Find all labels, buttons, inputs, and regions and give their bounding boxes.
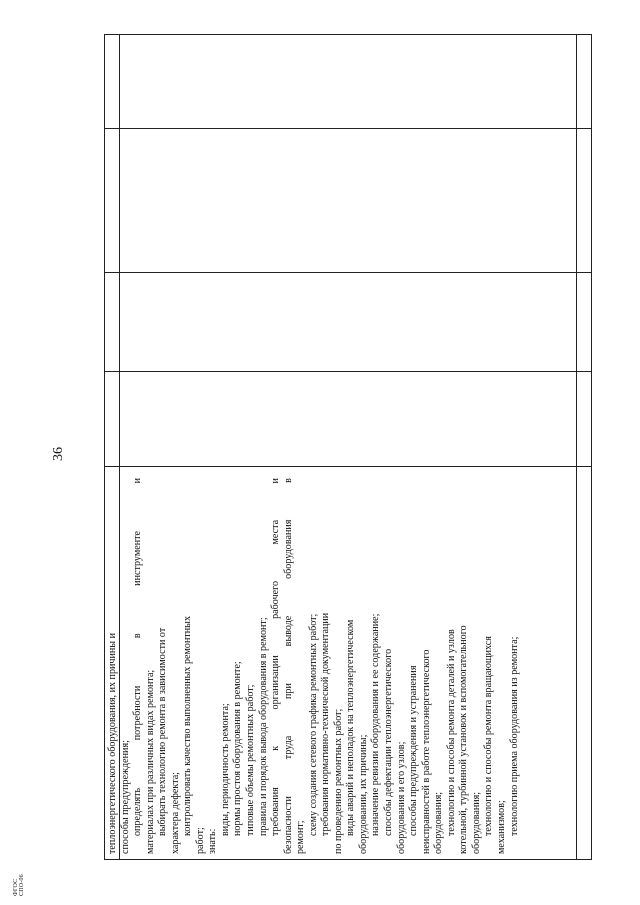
text-line: ремонт;: [295, 820, 307, 854]
text-line: виды, периодичность ремонта;: [219, 703, 231, 836]
text-line: технологию и способы ремонта вращающихся: [483, 636, 495, 836]
table-row-divider: [104, 128, 592, 129]
footer-label: ФГОС СПО-06: [13, 874, 25, 896]
text-word: при: [282, 683, 294, 699]
text-word: безопасности: [282, 796, 294, 854]
page-number: 36: [51, 447, 66, 461]
table-row-divider: [104, 272, 592, 273]
cell-text-block: [104, 466, 592, 860]
text-word: к: [270, 745, 282, 751]
text-line: способы дефектации теплоэнергетического: [383, 648, 395, 836]
text-line: неисправностей в работе теплоэнергетического: [420, 649, 432, 854]
text-line: контролировать качество выполненных ремонтных: [182, 616, 194, 836]
text-line: [132, 478, 145, 854]
text-line: [270, 478, 283, 854]
table-cell-content: [104, 466, 592, 860]
text-line: виды аварий и неполадок на теплоэнергетическом: [345, 619, 357, 836]
text-word: в: [282, 478, 294, 483]
text-word: оборудования: [282, 519, 294, 579]
text-line: нормы простоя оборудования в ремонте;: [232, 661, 244, 836]
text-line: выбирать технологию ремонта в зависимости от: [157, 627, 169, 836]
text-word: инструменте: [132, 531, 144, 586]
text-line: по проведению ремонтных работ;: [332, 708, 344, 854]
text-line: характера дефекта;: [169, 772, 181, 854]
text-line: технологию приема оборудования из ремонта;: [508, 636, 520, 836]
text-line: технологию и способы ремонта деталей и узлов: [445, 629, 457, 836]
text-line: способы предупреждения;: [119, 740, 131, 854]
text-word: организации: [270, 655, 282, 710]
text-line: материалах при различных видах ремонта;: [144, 669, 156, 854]
table-row-divider: [104, 371, 592, 372]
text-line: оборудования и его узлов;: [395, 741, 407, 854]
text-line: работ;: [194, 827, 206, 854]
text-line: правила и порядок вывода оборудования в ремонт;: [257, 617, 269, 836]
text-line: назначение ревизии оборудования и ее содержание;: [370, 613, 382, 836]
text-line: механизмов;: [495, 800, 507, 854]
text-word: труда: [282, 735, 294, 760]
text-word: и: [270, 478, 282, 484]
text-line: типовые объемы ремонтных работ;: [245, 684, 257, 836]
text-word: определять: [132, 787, 144, 836]
text-line: оборудования;: [470, 791, 482, 854]
text-line: схему создания сетевого графика ремонтных работ;: [307, 613, 319, 836]
text-word: рабочего: [270, 580, 282, 619]
text-line: способы предупреждения и устранения: [408, 665, 420, 836]
text-line: котельной, турбинной установок и вспомогательного: [458, 625, 470, 854]
text-line: оборудовании, их причины;: [357, 734, 369, 854]
text-word: в: [132, 633, 144, 639]
text-word: требования: [270, 787, 282, 836]
text-word: и: [132, 478, 144, 484]
text-word: потребности: [132, 685, 144, 741]
text-word: выводе: [282, 615, 294, 647]
text-line: теплоэнергетического оборудования, их причины и: [107, 633, 118, 854]
text-line: [283, 478, 296, 854]
text-word: места: [270, 519, 282, 545]
text-line: требования нормативно-технической документации: [320, 612, 332, 836]
text-line: оборудования;: [433, 791, 445, 854]
text-line: знать:: [207, 828, 219, 854]
